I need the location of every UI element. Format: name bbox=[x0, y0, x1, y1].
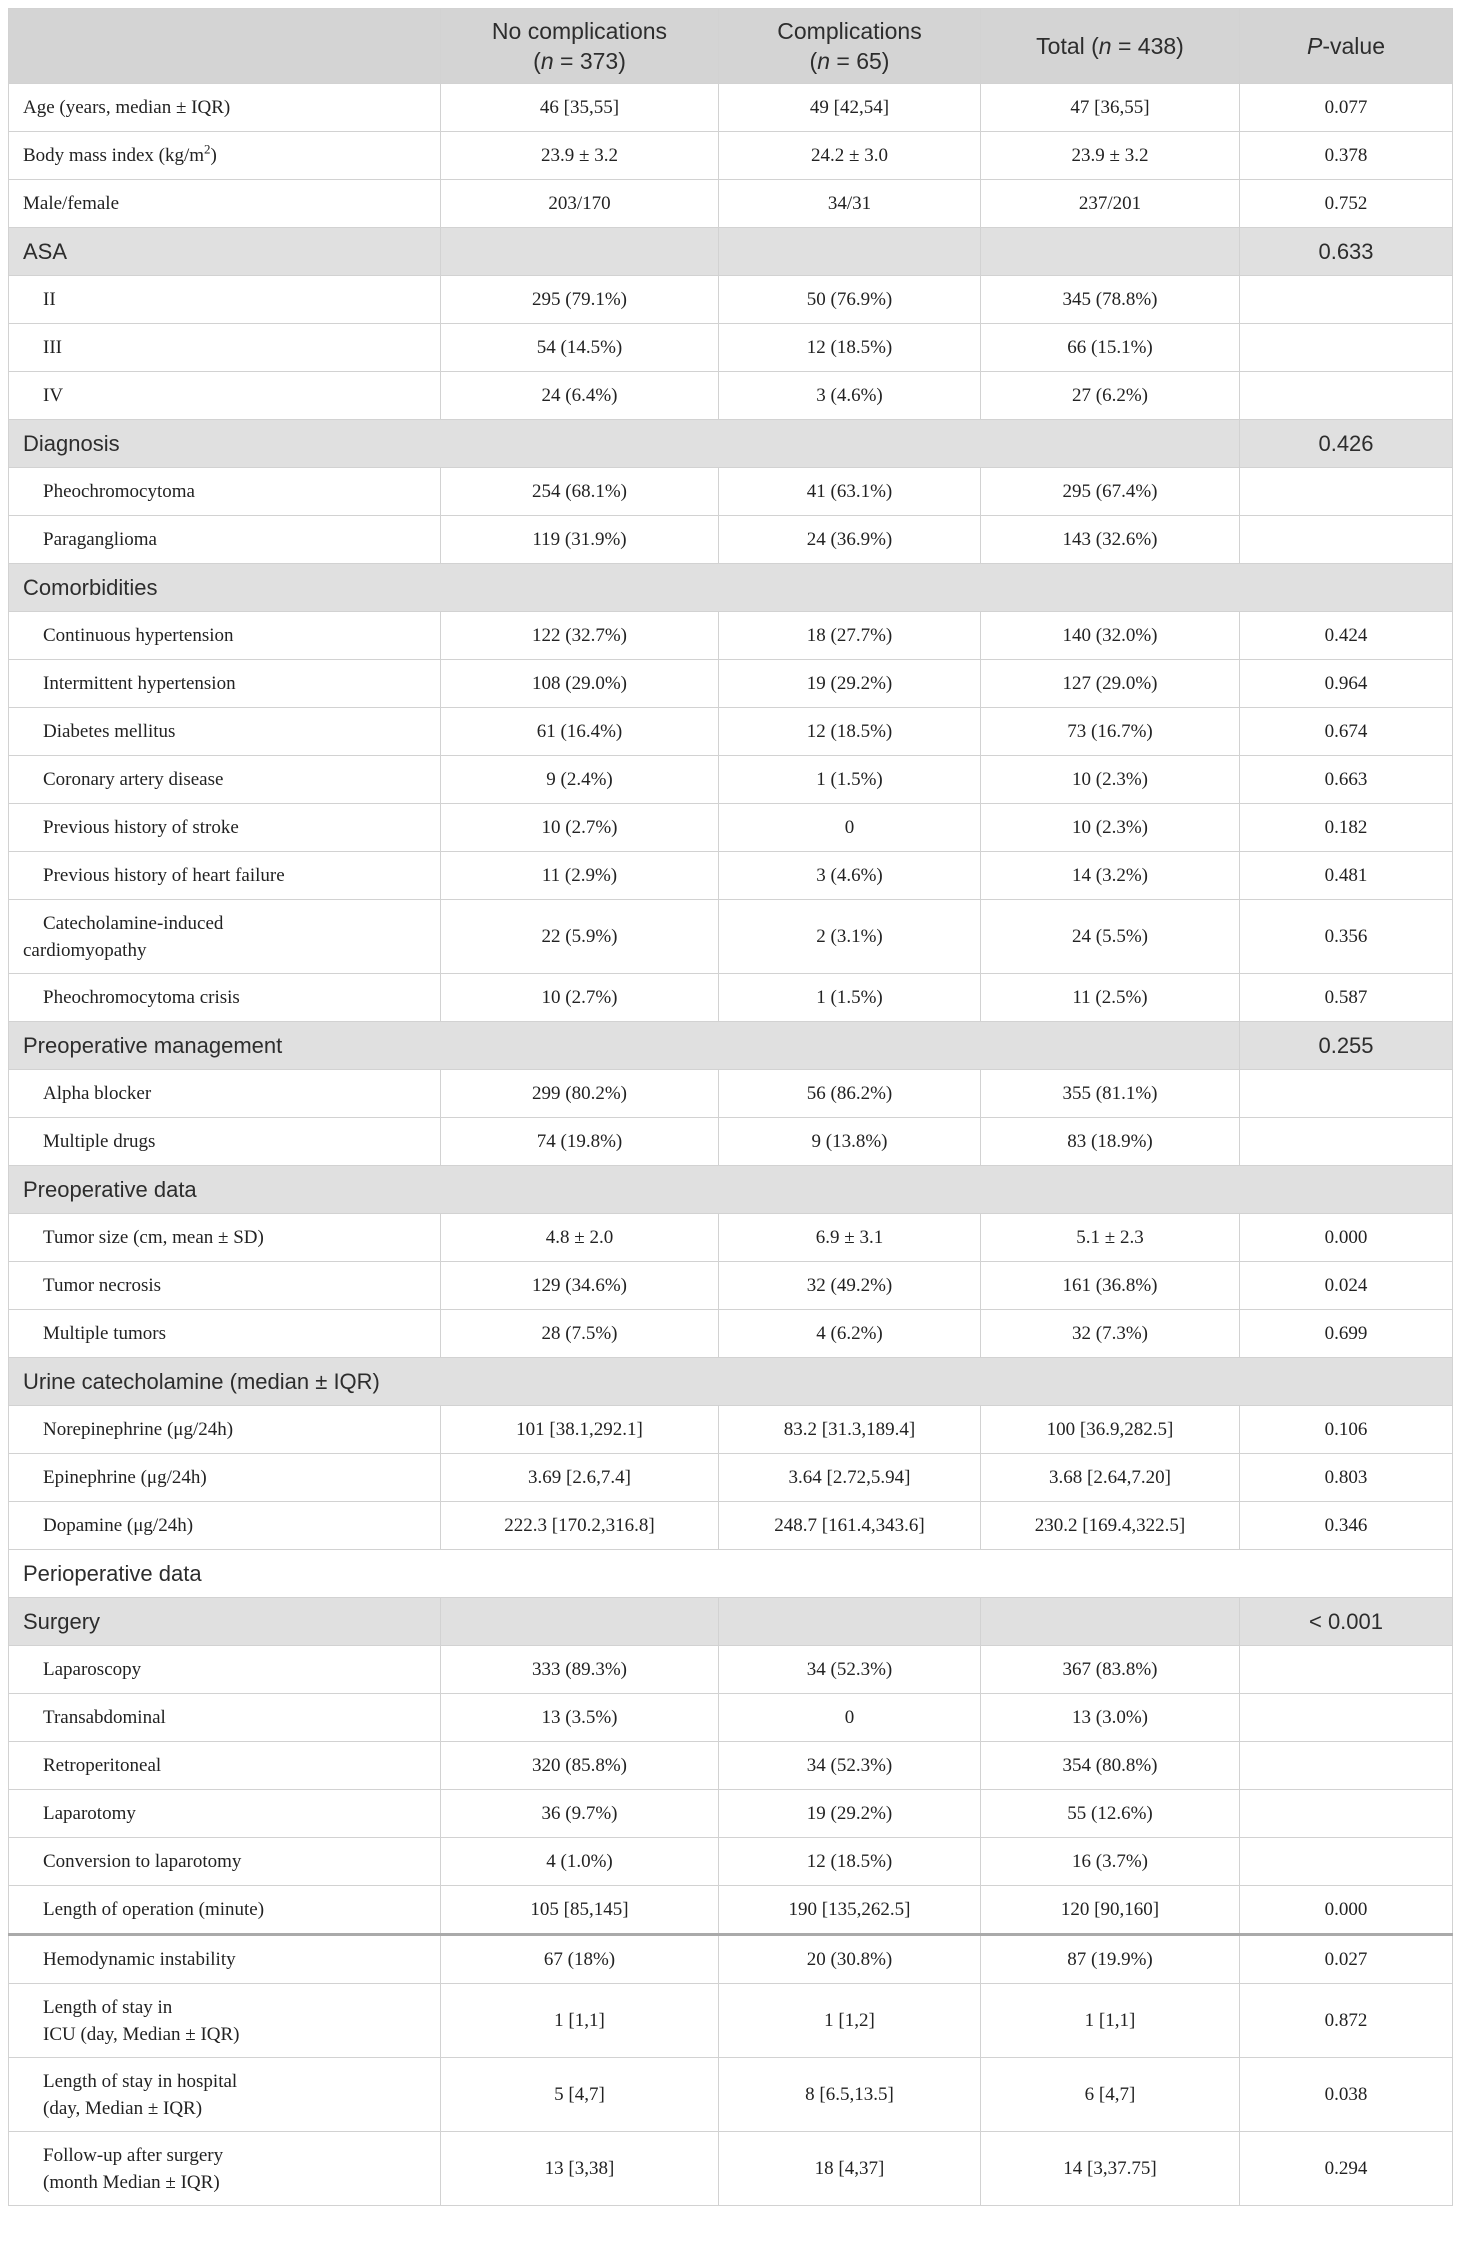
cell-no-complications: 22 (5.9%) bbox=[441, 900, 719, 974]
section-label: Perioperative data bbox=[9, 1550, 1453, 1598]
cell-no-complications: 101 [38.1,292.1] bbox=[441, 1406, 719, 1454]
cell-total: 10 (2.3%) bbox=[981, 804, 1240, 852]
cell-total: 5.1 ± 2.3 bbox=[981, 1214, 1240, 1262]
table-row bbox=[9, 2058, 1453, 2132]
cell-no-complications: 254 (68.1%) bbox=[441, 468, 719, 516]
section-label: Urine catecholamine (median ± IQR) bbox=[9, 1358, 1453, 1406]
table-row bbox=[9, 852, 1453, 900]
row-label: Continuous hypertension bbox=[9, 612, 441, 660]
header-n-symbol: n bbox=[817, 48, 830, 74]
table-row bbox=[9, 2132, 1453, 2206]
section-label: ASA bbox=[9, 228, 441, 276]
cell-p-value bbox=[1240, 372, 1453, 420]
bmi-superscript: 2 bbox=[204, 141, 211, 157]
cell-p-value bbox=[1240, 1742, 1453, 1790]
bmi-label: Body mass index (kg/m bbox=[23, 145, 205, 166]
row-label: Multiple drugs bbox=[9, 1118, 441, 1166]
cell-complications: 190 [135,262.5] bbox=[719, 1886, 981, 1935]
cell-no-complications: 295 (79.1%) bbox=[441, 276, 719, 324]
cell-total: 16 (3.7%) bbox=[981, 1838, 1240, 1886]
cell-no-complications: 222.3 [170.2,316.8] bbox=[441, 1502, 719, 1550]
header-total-title: Total ( bbox=[1036, 33, 1099, 59]
cell-p-value: 0.674 bbox=[1240, 708, 1453, 756]
row-label: Dopamine (μg/24h) bbox=[9, 1502, 441, 1550]
cell-no-complications: 54 (14.5%) bbox=[441, 324, 719, 372]
cell-p-value bbox=[1240, 276, 1453, 324]
cell-no-complications: 4.8 ± 2.0 bbox=[441, 1214, 719, 1262]
row-label: Epinephrine (μg/24h) bbox=[9, 1454, 441, 1502]
cell-p-value bbox=[1240, 1694, 1453, 1742]
cell-complications: 18 (27.7%) bbox=[719, 612, 981, 660]
row-label-line2: cardiomyopathy bbox=[23, 939, 147, 961]
cell-complications: 3 (4.6%) bbox=[719, 852, 981, 900]
cell-total: 143 (32.6%) bbox=[981, 516, 1240, 564]
cell-complications: 9 (13.8%) bbox=[719, 1118, 981, 1166]
section-label: Preoperative data bbox=[9, 1166, 1453, 1214]
cell-total: 87 (19.9%) bbox=[981, 1935, 1240, 1984]
cell-no-complications: 13 (3.5%) bbox=[441, 1694, 719, 1742]
section-p-value: 0.255 bbox=[1240, 1022, 1453, 1070]
table-row bbox=[9, 1502, 1453, 1550]
cell-complications: 2 (3.1%) bbox=[719, 900, 981, 974]
cell-p-value: 0.663 bbox=[1240, 756, 1453, 804]
header-blank bbox=[9, 9, 441, 84]
cell-no-complications: 5 [4,7] bbox=[441, 2058, 719, 2132]
table-row bbox=[9, 516, 1453, 564]
bmi-label-end: ) bbox=[210, 145, 217, 166]
header-p-rest: -value bbox=[1322, 33, 1385, 59]
section-empty-cell bbox=[441, 228, 719, 276]
table-row bbox=[9, 974, 1453, 1022]
cell-total: 120 [90,160] bbox=[981, 1886, 1240, 1935]
table-row bbox=[9, 1984, 1453, 2058]
cell-p-value: 0.752 bbox=[1240, 180, 1453, 228]
cell-p-value: 0.964 bbox=[1240, 660, 1453, 708]
row-label-line2: ICU (day, Median ± IQR) bbox=[43, 2023, 240, 2045]
cell-total: 23.9 ± 3.2 bbox=[981, 132, 1240, 180]
table-row bbox=[9, 468, 1453, 516]
table-row bbox=[9, 708, 1453, 756]
cell-p-value bbox=[1240, 1790, 1453, 1838]
row-label-line1: Length of stay in hospital bbox=[43, 2070, 238, 2092]
section-empty-cell bbox=[719, 1598, 981, 1646]
table-row bbox=[9, 1886, 1453, 1935]
row-label: Diabetes mellitus bbox=[9, 708, 441, 756]
cell-total: 14 [3,37.75] bbox=[981, 2132, 1240, 2206]
cell-no-complications: 9 (2.4%) bbox=[441, 756, 719, 804]
table-row bbox=[9, 1262, 1453, 1310]
cell-no-complications: 24 (6.4%) bbox=[441, 372, 719, 420]
cell-total: 13 (3.0%) bbox=[981, 1694, 1240, 1742]
cell-total: 11 (2.5%) bbox=[981, 974, 1240, 1022]
header-p-symbol: P bbox=[1307, 33, 1323, 59]
table-row bbox=[9, 1742, 1453, 1790]
cell-total: 140 (32.0%) bbox=[981, 612, 1240, 660]
header-p-value bbox=[1240, 9, 1453, 84]
row-label: Male/female bbox=[9, 180, 441, 228]
cell-complications: 24 (36.9%) bbox=[719, 516, 981, 564]
cell-complications: 18 [4,37] bbox=[719, 2132, 981, 2206]
row-label: III bbox=[9, 324, 441, 372]
table-row bbox=[9, 1838, 1453, 1886]
table-row bbox=[9, 276, 1453, 324]
row-label bbox=[9, 2058, 441, 2132]
cell-complications: 34 (52.3%) bbox=[719, 1646, 981, 1694]
table-container bbox=[8, 8, 1452, 2206]
cell-no-complications: 10 (2.7%) bbox=[441, 804, 719, 852]
table-row bbox=[9, 1935, 1453, 1984]
cell-complications: 6.9 ± 3.1 bbox=[719, 1214, 981, 1262]
cell-no-complications: 299 (80.2%) bbox=[441, 1070, 719, 1118]
cell-p-value bbox=[1240, 1070, 1453, 1118]
row-label: Laparotomy bbox=[9, 1790, 441, 1838]
cell-p-value: 0.803 bbox=[1240, 1454, 1453, 1502]
cell-complications: 19 (29.2%) bbox=[719, 660, 981, 708]
cell-p-value: 0.587 bbox=[1240, 974, 1453, 1022]
table-row bbox=[9, 1646, 1453, 1694]
row-label bbox=[9, 2132, 441, 2206]
section-label: Diagnosis bbox=[9, 420, 1240, 468]
cell-complications: 0 bbox=[719, 1694, 981, 1742]
section-p-value: < 0.001 bbox=[1240, 1598, 1453, 1646]
row-label-line1: Follow-up after surgery bbox=[43, 2144, 224, 2166]
cell-total: 354 (80.8%) bbox=[981, 1742, 1240, 1790]
cell-p-value: 0.038 bbox=[1240, 2058, 1453, 2132]
section-p-value: 0.426 bbox=[1240, 420, 1453, 468]
cell-p-value: 0.424 bbox=[1240, 612, 1453, 660]
cell-complications: 24.2 ± 3.0 bbox=[719, 132, 981, 180]
cell-no-complications: 108 (29.0%) bbox=[441, 660, 719, 708]
cell-total: 345 (78.8%) bbox=[981, 276, 1240, 324]
row-label: Retroperitoneal bbox=[9, 1742, 441, 1790]
cell-p-value: 0.872 bbox=[1240, 1984, 1453, 2058]
cell-no-complications: 333 (89.3%) bbox=[441, 1646, 719, 1694]
header-complications-n: = 65) bbox=[830, 48, 890, 74]
row-label: Hemodynamic instability bbox=[9, 1935, 441, 1984]
section-row-surgery bbox=[9, 1598, 1453, 1646]
cell-total: 6 [4,7] bbox=[981, 2058, 1240, 2132]
row-label: Length of operation (minute) bbox=[9, 1886, 441, 1935]
cell-total: 47 [36,55] bbox=[981, 84, 1240, 132]
row-label-line2: (month Median ± IQR) bbox=[43, 2171, 220, 2193]
cell-p-value bbox=[1240, 1838, 1453, 1886]
cell-total: 14 (3.2%) bbox=[981, 852, 1240, 900]
cell-total: 237/201 bbox=[981, 180, 1240, 228]
row-label: IV bbox=[9, 372, 441, 420]
cell-complications: 12 (18.5%) bbox=[719, 1838, 981, 1886]
row-label bbox=[9, 132, 441, 180]
header-complications: Complications (n = 65) bbox=[719, 9, 981, 84]
cell-total: 230.2 [169.4,322.5] bbox=[981, 1502, 1240, 1550]
row-label: Laparoscopy bbox=[9, 1646, 441, 1694]
cell-p-value: 0.378 bbox=[1240, 132, 1453, 180]
section-row-asa bbox=[9, 228, 1453, 276]
cell-complications: 49 [42,54] bbox=[719, 84, 981, 132]
cell-total: 32 (7.3%) bbox=[981, 1310, 1240, 1358]
header-complications-title: Complications bbox=[777, 18, 922, 44]
cell-no-complications: 3.69 [2.6,7.4] bbox=[441, 1454, 719, 1502]
row-label: Norepinephrine (μg/24h) bbox=[9, 1406, 441, 1454]
cell-total: 3.68 [2.64,7.20] bbox=[981, 1454, 1240, 1502]
cell-p-value bbox=[1240, 324, 1453, 372]
cell-p-value bbox=[1240, 468, 1453, 516]
table-row bbox=[9, 180, 1453, 228]
row-label: Transabdominal bbox=[9, 1694, 441, 1742]
cell-no-complications: 122 (32.7%) bbox=[441, 612, 719, 660]
section-empty-cell bbox=[981, 1598, 1240, 1646]
table-row bbox=[9, 900, 1453, 974]
row-label: Previous history of heart failure bbox=[9, 852, 441, 900]
cell-total: 83 (18.9%) bbox=[981, 1118, 1240, 1166]
cell-p-value: 0.182 bbox=[1240, 804, 1453, 852]
header-total bbox=[981, 9, 1240, 84]
header-no-complications-n: = 373) bbox=[553, 48, 626, 74]
cell-total: 66 (15.1%) bbox=[981, 324, 1240, 372]
section-label: Preoperative management bbox=[9, 1022, 1240, 1070]
cell-no-complications: 4 (1.0%) bbox=[441, 1838, 719, 1886]
cell-total: 73 (16.7%) bbox=[981, 708, 1240, 756]
table-row bbox=[9, 1790, 1453, 1838]
cell-p-value: 0.106 bbox=[1240, 1406, 1453, 1454]
row-label: Tumor necrosis bbox=[9, 1262, 441, 1310]
cell-complications: 20 (30.8%) bbox=[719, 1935, 981, 1984]
cell-total: 55 (12.6%) bbox=[981, 1790, 1240, 1838]
cell-no-complications: 1 [1,1] bbox=[441, 1984, 719, 2058]
table-row bbox=[9, 1214, 1453, 1262]
row-label: Alpha blocker bbox=[9, 1070, 441, 1118]
cell-complications: 12 (18.5%) bbox=[719, 708, 981, 756]
cell-complications: 34/31 bbox=[719, 180, 981, 228]
cell-p-value: 0.000 bbox=[1240, 1886, 1453, 1935]
cell-p-value: 0.699 bbox=[1240, 1310, 1453, 1358]
table-row bbox=[9, 804, 1453, 852]
table-row bbox=[9, 1118, 1453, 1166]
row-label: Coronary artery disease bbox=[9, 756, 441, 804]
row-label: Pheochromocytoma bbox=[9, 468, 441, 516]
row-label bbox=[9, 1984, 441, 2058]
cell-no-complications: 11 (2.9%) bbox=[441, 852, 719, 900]
row-label: Pheochromocytoma crisis bbox=[9, 974, 441, 1022]
cell-complications: 0 bbox=[719, 804, 981, 852]
row-label: Intermittent hypertension bbox=[9, 660, 441, 708]
cell-p-value bbox=[1240, 1118, 1453, 1166]
cell-complications: 41 (63.1%) bbox=[719, 468, 981, 516]
cell-complications: 3 (4.6%) bbox=[719, 372, 981, 420]
row-label: II bbox=[9, 276, 441, 324]
cell-p-value: 0.294 bbox=[1240, 2132, 1453, 2206]
table-row bbox=[9, 756, 1453, 804]
cell-no-complications: 61 (16.4%) bbox=[441, 708, 719, 756]
cell-no-complications: 105 [85,145] bbox=[441, 1886, 719, 1935]
cell-total: 1 [1,1] bbox=[981, 1984, 1240, 2058]
cell-complications: 1 (1.5%) bbox=[719, 756, 981, 804]
cell-no-complications: 67 (18%) bbox=[441, 1935, 719, 1984]
row-label-line1: Catecholamine-induced bbox=[43, 912, 224, 934]
row-label: Conversion to laparotomy bbox=[9, 1838, 441, 1886]
cell-no-complications: 10 (2.7%) bbox=[441, 974, 719, 1022]
patient-characteristics-table bbox=[8, 8, 1453, 2206]
cell-total: 161 (36.8%) bbox=[981, 1262, 1240, 1310]
row-label-line1: Length of stay in bbox=[43, 1996, 173, 2018]
cell-total: 27 (6.2%) bbox=[981, 372, 1240, 420]
cell-p-value: 0.077 bbox=[1240, 84, 1453, 132]
cell-total: 295 (67.4%) bbox=[981, 468, 1240, 516]
row-label bbox=[9, 900, 441, 974]
cell-p-value: 0.356 bbox=[1240, 900, 1453, 974]
table-row bbox=[9, 1070, 1453, 1118]
section-row-urine-catecholamine bbox=[9, 1358, 1453, 1406]
row-label: Age (years, median ± IQR) bbox=[9, 84, 441, 132]
table-row bbox=[9, 1406, 1453, 1454]
cell-no-complications: 203/170 bbox=[441, 180, 719, 228]
cell-no-complications: 119 (31.9%) bbox=[441, 516, 719, 564]
cell-complications: 4 (6.2%) bbox=[719, 1310, 981, 1358]
table-row bbox=[9, 1310, 1453, 1358]
section-row-diagnosis bbox=[9, 420, 1453, 468]
row-label: Paraganglioma bbox=[9, 516, 441, 564]
section-label: Surgery bbox=[9, 1598, 441, 1646]
cell-p-value: 0.024 bbox=[1240, 1262, 1453, 1310]
cell-p-value bbox=[1240, 516, 1453, 564]
cell-p-value: 0.346 bbox=[1240, 1502, 1453, 1550]
cell-no-complications: 36 (9.7%) bbox=[441, 1790, 719, 1838]
row-label: Multiple tumors bbox=[9, 1310, 441, 1358]
table-row bbox=[9, 372, 1453, 420]
table-row bbox=[9, 612, 1453, 660]
section-row-preoperative-management bbox=[9, 1022, 1453, 1070]
cell-no-complications: 74 (19.8%) bbox=[441, 1118, 719, 1166]
row-label-line2: (day, Median ± IQR) bbox=[43, 2097, 203, 2119]
section-empty-cell bbox=[719, 228, 981, 276]
cell-no-complications: 46 [35,55] bbox=[441, 84, 719, 132]
cell-complications: 56 (86.2%) bbox=[719, 1070, 981, 1118]
cell-total: 10 (2.3%) bbox=[981, 756, 1240, 804]
row-label: Previous history of stroke bbox=[9, 804, 441, 852]
cell-total: 24 (5.5%) bbox=[981, 900, 1240, 974]
section-row-comorbidities bbox=[9, 564, 1453, 612]
cell-total: 100 [36.9,282.5] bbox=[981, 1406, 1240, 1454]
cell-complications: 12 (18.5%) bbox=[719, 324, 981, 372]
header-no-complications-title: No complications bbox=[491, 18, 668, 44]
header-n-symbol: n bbox=[540, 48, 554, 74]
cell-p-value: 0.027 bbox=[1240, 1935, 1453, 1984]
cell-complications: 3.64 [2.72,5.94] bbox=[719, 1454, 981, 1502]
section-row-perioperative-data bbox=[9, 1550, 1453, 1598]
header-row bbox=[9, 9, 1453, 84]
section-label: Comorbidities bbox=[9, 564, 1453, 612]
cell-p-value bbox=[1240, 1646, 1453, 1694]
cell-no-complications: 320 (85.8%) bbox=[441, 1742, 719, 1790]
table-row bbox=[9, 660, 1453, 708]
cell-no-complications: 13 [3,38] bbox=[441, 2132, 719, 2206]
header-no-complications: No complications (n = 373) bbox=[441, 9, 719, 84]
section-p-value: 0.633 bbox=[1240, 228, 1453, 276]
table-row bbox=[9, 84, 1453, 132]
row-label: Tumor size (cm, mean ± SD) bbox=[9, 1214, 441, 1262]
table-row bbox=[9, 1694, 1453, 1742]
table-row bbox=[9, 324, 1453, 372]
table-header bbox=[9, 9, 1453, 84]
header-total-n: = 438) bbox=[1111, 33, 1184, 59]
table-row bbox=[9, 132, 1453, 180]
section-empty-cell bbox=[441, 1598, 719, 1646]
cell-complications: 8 [6.5,13.5] bbox=[719, 2058, 981, 2132]
cell-complications: 83.2 [31.3,189.4] bbox=[719, 1406, 981, 1454]
cell-no-complications: 129 (34.6%) bbox=[441, 1262, 719, 1310]
cell-total: 367 (83.8%) bbox=[981, 1646, 1240, 1694]
cell-complications: 34 (52.3%) bbox=[719, 1742, 981, 1790]
table-row bbox=[9, 1454, 1453, 1502]
cell-no-complications: 23.9 ± 3.2 bbox=[441, 132, 719, 180]
cell-complications: 32 (49.2%) bbox=[719, 1262, 981, 1310]
cell-total: 127 (29.0%) bbox=[981, 660, 1240, 708]
table-body bbox=[9, 84, 1453, 2206]
cell-p-value: 0.481 bbox=[1240, 852, 1453, 900]
cell-complications: 50 (76.9%) bbox=[719, 276, 981, 324]
section-row-preoperative-data bbox=[9, 1166, 1453, 1214]
cell-p-value: 0.000 bbox=[1240, 1214, 1453, 1262]
section-empty-cell bbox=[981, 228, 1240, 276]
cell-complications: 248.7 [161.4,343.6] bbox=[719, 1502, 981, 1550]
cell-no-complications: 28 (7.5%) bbox=[441, 1310, 719, 1358]
cell-complications: 1 (1.5%) bbox=[719, 974, 981, 1022]
cell-complications: 1 [1,2] bbox=[719, 1984, 981, 2058]
header-n-symbol: n bbox=[1098, 33, 1112, 59]
cell-complications: 19 (29.2%) bbox=[719, 1790, 981, 1838]
cell-total: 355 (81.1%) bbox=[981, 1070, 1240, 1118]
